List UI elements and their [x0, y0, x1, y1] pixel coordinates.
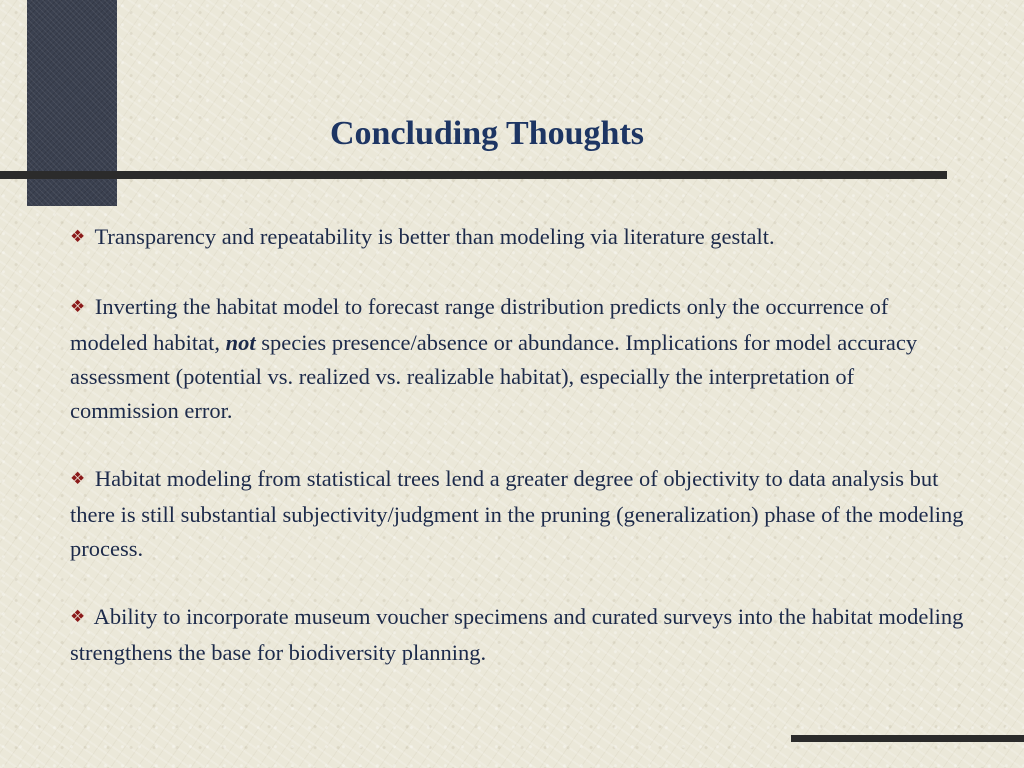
- bullet-text: Ability to incorporate museum voucher specimens and curated surveys into the habitat modeling strengthens the base for biodiversity planning.: [70, 604, 964, 665]
- title-divider-rule: [0, 171, 947, 179]
- bullet-item-transparency: [70, 220, 965, 256]
- diamond-bullet-icon: ❖: [70, 607, 86, 627]
- slide-title: Concluding Thoughts: [329, 115, 645, 152]
- diamond-bullet-icon: ❖: [70, 469, 86, 489]
- bullet-emphasis: not: [225, 330, 256, 355]
- diamond-bullet-icon: ❖: [70, 297, 86, 317]
- footer-divider-rule: [791, 735, 1024, 742]
- bullet-item-inverting-model: [70, 290, 965, 428]
- bullet-item-museum-specimens: [70, 600, 965, 670]
- bullet-text-continued: species presence/absence or abundance. Implications for model accuracy assessment (potential vs. realized vs. realizable habitat), especially the interpretation of commission error.: [70, 330, 918, 423]
- diamond-bullet-icon: ❖: [70, 227, 86, 247]
- bullet-list: [70, 220, 965, 704]
- bullet-text: Transparency and repeatability is better than modeling via literature gestalt.: [94, 224, 775, 249]
- bullet-text: Habitat modeling from statistical trees lend a greater degree of objectivity to data analysis but there is still substantial subjectivity/judgment in the pruning (generalization) phase of the modeling process.: [70, 466, 964, 561]
- bullet-item-statistical-trees: [70, 462, 965, 566]
- bullet-text: Inverting the habitat model to forecast range distribution predicts only the occurrence of modeled habitat,: [70, 294, 889, 355]
